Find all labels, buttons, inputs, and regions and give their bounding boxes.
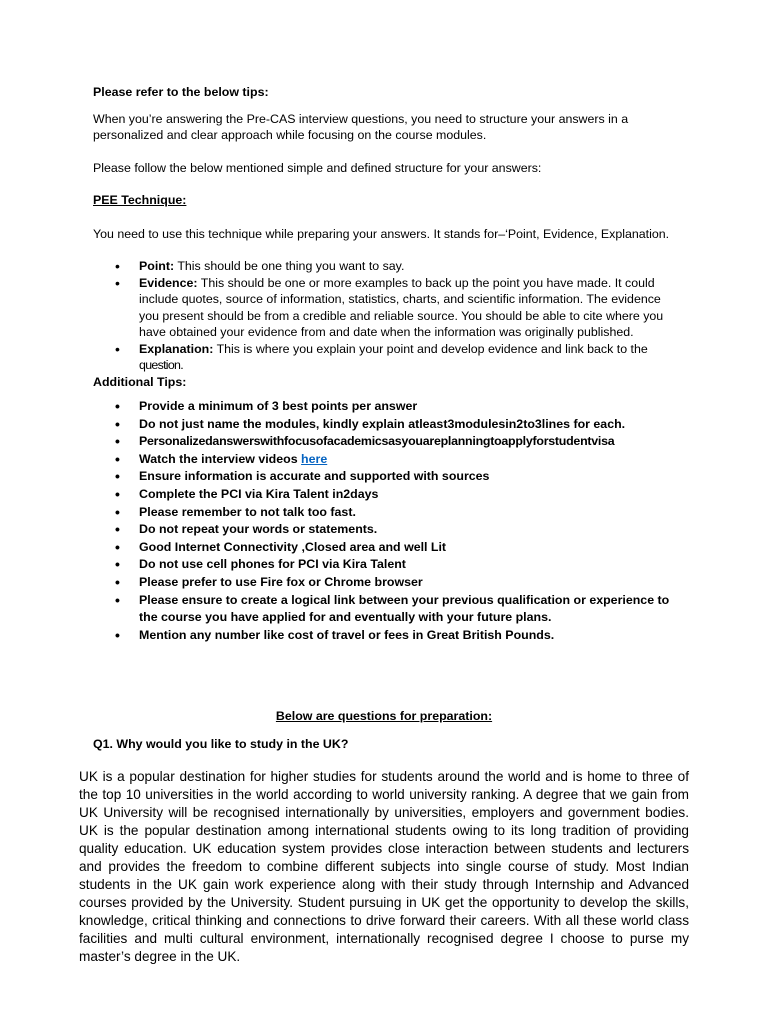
- answer-paragraph: UK is a popular destination for higher studies for students around the world and is home to three of the top 10 universities in the world according to world university ranking. A degree that we gain from UK University will be recognised internationally by universities, employers and government bodies. UK is the popular destination among international students owing to its long tradition of providing quality education. UK education system provides close interaction between students and lecturers and provides the freedom to combine different subjects into single course of study. Most Indian students in the UK gain work experience along with their study through Internship and Advanced courses provided by the University. Student pursuing in UK get the opportunity to develop the skills, knowledge, critical thinking and connections to drive forward their careers. With all these world class facilities and multi cultural environment, internationally recognised degree I choose to purse my master’s degree in the UK.: [79, 769, 689, 964]
- list-item: • Ensure information is accurate and supported with sources: [93, 468, 673, 486]
- pee-term: Evidence:: [139, 275, 198, 290]
- list-item: • Please prefer to use Fire fox or Chrome browser: [93, 574, 673, 592]
- pee-text: This should be one thing you want to say.: [174, 259, 405, 273]
- list-item-videos: [93, 451, 673, 469]
- pee-term: Explanation:: [139, 341, 214, 356]
- pee-heading: PEE Technique:: [93, 193, 187, 207]
- list-item: • Do not just name the modules, kindly explain atleast3modulesin2to3lines for each.: [93, 416, 673, 434]
- tips-heading: Please refer to the below tips:: [93, 85, 269, 99]
- prep-heading: Below are questions for preparation:: [275, 709, 493, 723]
- tips-section: [93, 84, 673, 644]
- intro-paragraph: When you’re answering the Pre-CAS interview questions, you need to structure your answers in a personalized and clear approach while focusing on the course modules.: [93, 111, 629, 142]
- additional-tips-heading: Additional Tips:: [93, 374, 187, 389]
- pee-list: [93, 258, 673, 374]
- pee-text-tail: question.: [139, 358, 183, 372]
- follow-paragraph: Please follow the below mentioned simple and defined structure for your answers:: [93, 160, 542, 175]
- list-item: • Provide a minimum of 3 best points per answer: [93, 398, 673, 416]
- pee-item-evidence: [93, 275, 673, 341]
- pee-text: This should be one or more examples to back up the point you have made. It could include quotes, source of information, statistics, charts, and scientific information. The evidence you present should be from a credible and reliable source. You should be able to cite where you have obtained your evidence from and date when the information was originally published.: [139, 275, 664, 339]
- pee-item-point: [93, 258, 673, 275]
- pee-intro-paragraph: You need to use this technique while preparing your answers. It stands for–‘Point, Evidence, Explanation.: [93, 226, 670, 241]
- list-item: • Do not use cell phones for PCI via Kira Talent: [93, 556, 673, 574]
- list-item: • Please ensure to create a logical link between your previous qualification or experience to the course you have applied for and eventually with your future plans.: [93, 592, 673, 627]
- list-item: • Personalizedanswerswithfocusofacademicsasyouareplanningtoapplyforstudentvisa: [93, 433, 673, 451]
- list-item: • Please remember to not talk too fast.: [93, 504, 673, 522]
- pee-item-explanation: [93, 341, 673, 374]
- pee-text: This is where you explain your point and develop evidence and link back to the: [213, 341, 648, 356]
- list-item: • Mention any number like cost of travel or fees in Great British Pounds.: [93, 627, 673, 645]
- list-item: • Do not repeat your words or statements.: [93, 521, 673, 539]
- videos-text: Watch the interview videos: [139, 451, 302, 466]
- list-item: • Good Internet Connectivity ,Closed area and well Lit: [93, 539, 673, 557]
- videos-link[interactable]: here: [301, 451, 328, 466]
- additional-tips-list: [93, 398, 673, 644]
- pee-term: Point:: [139, 259, 175, 273]
- question-1: Q1. Why would you like to study in the UK?: [93, 737, 349, 751]
- list-item: • Complete the PCI via Kira Talent in2days: [93, 486, 673, 504]
